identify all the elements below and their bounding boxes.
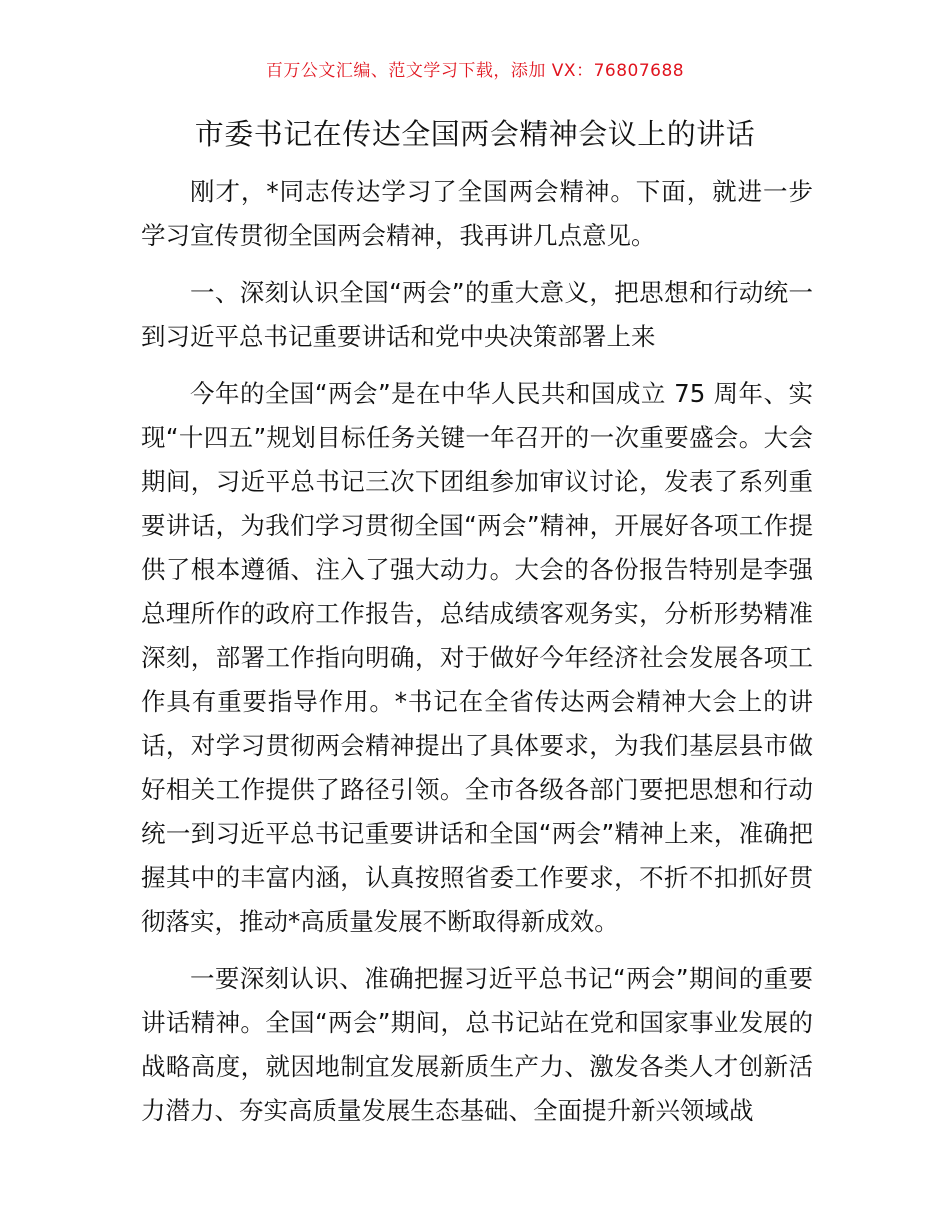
- paragraph-point-1: 一要深刻认识、准确把握习近平总书记“两会”期间的重要讲话精神。全国“两会”期间，总书记站在党和国家事业发展的战略高度，就因地制宜发展新质生产力、激发各类人才创新活力潜力、夯实高质量发展生态基础、全面提升新兴领域战: [141, 964, 813, 1125]
- section-heading-1: 一、深刻认识全国“两会”的重大意义，把思想和行动统一到习近平总书记重要讲话和党中央决策部署上来: [141, 278, 813, 351]
- paragraph-intro: 刚才，*同志传达学习了全国两会精神。下面，就进一步学习宣传贯彻全国两会精神，我再讲几点意见。: [141, 177, 813, 250]
- document-title: 市委书记在传达全国两会精神会议上的讲话: [194, 117, 756, 151]
- watermark-header: 百万公文汇编、范文学习下载，添加 VX：76807688: [265, 61, 685, 81]
- paragraph-significance: 今年的全国“两会”是在中华人民共和国成立 75 周年、实现“十四五”规划目标任务关键一年召开的一次重要盛会。大会期间，习近平总书记三次下团组参加审议讨论，发表了系列重要讲话，为我们学习贯彻全国“两会”精神，开展好各项工作提供了根本遵循、注入了强大动力。大会的各份报告特别是李强总理所作的政府工作报告，总结成绩客观务实，分析形势精准深刻，部署工作指向明确，对于做好今年经济社会发展各项工作具有重要指导作用。*书记在全省传达两会精神大会上的讲话，对学习贯彻两会精神提出了具体要求，为我们基层县市做好相关工作提供了路径引领。全市各级各部门要把思想和行动统一到习近平总书记重要讲话和全国“两会”精神上来，准确把握其中的丰富内涵，认真按照省委工作要求，不折不扣抓好贯彻落实，推动*高质量发展不断取得新成效。: [141, 379, 813, 936]
- document-body: [141, 170, 813, 1146]
